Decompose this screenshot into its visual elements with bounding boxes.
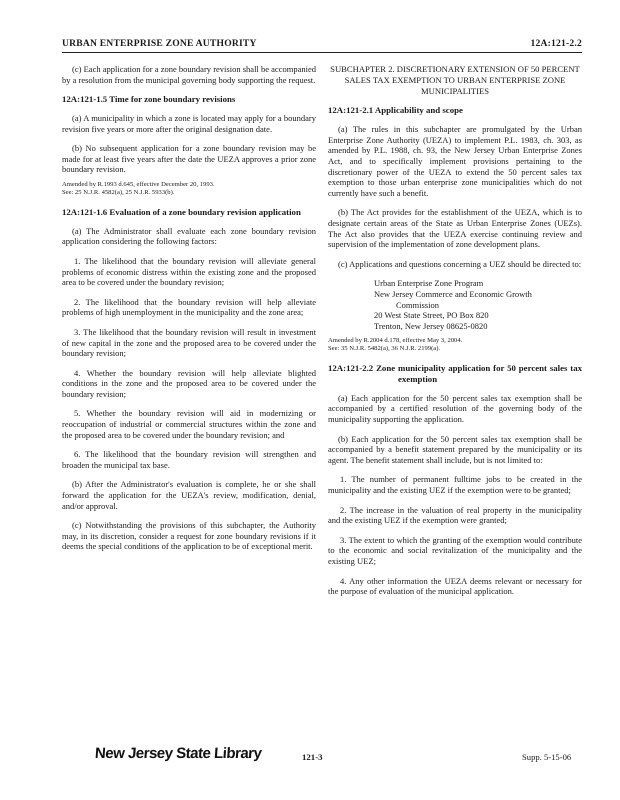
paragraph: (c) Applications and questions concerning a UEZ should be directed to: bbox=[338, 258, 582, 269]
history-note bbox=[62, 181, 316, 197]
address-line: New Jersey Commerce and Economic Growth bbox=[374, 288, 532, 299]
page-number: 121-3 bbox=[302, 752, 323, 762]
paragraph: (c) Each application for a zone boundary revision shall be accompanied by a resolution from the municipal governing body supporting the request. bbox=[62, 64, 316, 85]
paragraph: (a) Each application for the 50 percent sales tax exemption shall be accompanied by a certified resolution of the governing body of the municipality supporting the application. bbox=[328, 392, 582, 425]
list-item: 6. The likelihood that the boundary revision will strengthen and broaden the municipal tax base. bbox=[62, 449, 316, 470]
address-line: Trenton, New Jersey 08625-0820 bbox=[374, 320, 488, 331]
section-heading: 12A:121-2.1 Applicability and scope bbox=[328, 105, 463, 116]
paragraph: (a) The rules in this subchapter are promulgated by the Urban Enterprise Zone Authority (UEZA) to implement P.L. 1983, ch. 303, as amended by P.L. 1988, ch. 93, the New Jersey Urban Enterprise Zones Act, and to specifically implement provisions pertaining to the discretionary power of the UEZA to extend the 50 percent sales tax exemption to those urban enterprise zone municipalities which do not currently have such a benefit. bbox=[328, 124, 582, 198]
header-section-code: 12A:121-2.2 bbox=[530, 38, 582, 49]
section-heading: 12A:121-1.6 Evaluation of a zone boundary revision application bbox=[62, 206, 301, 217]
list-item: 1. The number of permanent fulltime jobs to be created in the municipality and the existing UEZ if the exemption were to be granted; bbox=[328, 474, 582, 496]
address-line: 20 West State Street, PO Box 820 bbox=[374, 310, 489, 321]
paragraph: (b) No subsequent application for a zone boundary revision may be made for at least five years after the date the UEZA approves a prior zone boundary revision. bbox=[62, 143, 316, 175]
list-item: 5. Whether the boundary revision will aid in modernizing or reoccupation of industrial or commercial structures within the zone and the proposed area to be covered under the boundary revision; and bbox=[62, 408, 316, 440]
left-column bbox=[62, 64, 316, 561]
paragraph: (a) A municipality in which a zone is located may apply for a boundary revision five years or more after the original designation date. bbox=[62, 112, 316, 134]
list-item: 4. Whether the boundary revision will help alleviate blighted conditions in the zone and the proposed area to be covered under the boundary revision; bbox=[62, 367, 316, 399]
list-item: 1. The likelihood that the boundary revision will alleviate general problems of economic distress within the existing zone and the proposed area to be covered under the boundary revision; bbox=[62, 255, 316, 288]
list-item: 3. The extent to which the granting of the exemption would contribute to the economic and social revitalization of the municipality and the existing UEZ; bbox=[328, 534, 582, 566]
paragraph: (b) After the Administrator's evaluation is complete, he or she shall forward the application for the UEZA's review, modification, denial, and/or approval. bbox=[62, 479, 316, 511]
header-title: URBAN ENTERPRISE ZONE AUTHORITY bbox=[62, 38, 257, 49]
list-item: 2. The increase in the valuation of real property in the municipality and the existing UEZ if the exemption were granted; bbox=[328, 504, 582, 526]
library-stamp: New Jersey State Library bbox=[94, 745, 263, 762]
note-line: Amended by R.2004 d.178, effective May 3, 2004. bbox=[328, 337, 463, 345]
running-header bbox=[62, 38, 582, 53]
section-heading: 12A:121-1.5 Time for zone boundary revisions bbox=[62, 94, 236, 105]
note-line: See: 25 N.J.R. 4582(a), 25 N.J.R. 5933(b). bbox=[62, 188, 175, 196]
section-heading: 12A:121-2.2 Zone municipality application for 50 percent sales tax exemption bbox=[328, 363, 582, 385]
list-item: 2. The likelihood that the boundary revision will help alleviate problems of high unemployment in the municipality and the zone area; bbox=[62, 296, 316, 318]
address-line: Commission bbox=[396, 299, 439, 310]
history-note bbox=[328, 337, 582, 353]
address-line: Urban Enterprise Zone Program bbox=[374, 278, 484, 289]
paragraph: (b) Each application for the 50 percent sales tax exemption shall be accompanied by a benefit statement prepared by the municipality or its agent. The benefit statement shall include, but is not limited to: bbox=[328, 433, 582, 465]
paragraph: (a) The Administrator shall evaluate each zone boundary revision application considering the following factors: bbox=[62, 225, 316, 247]
right-column bbox=[328, 64, 582, 606]
supplement-date: Supp. 5-15-06 bbox=[522, 752, 572, 762]
list-item: 4. Any other information the UEZA deems relevant or necessary for the purpose of evaluation of the municipal application. bbox=[328, 575, 582, 597]
list-item: 3. The likelihood that the boundary revision will result in investment of new capital in the zone and the proposed area to be covered under the boundary revision; bbox=[62, 326, 316, 359]
note-line: See: 35 N.J.R. 5482(a), 36 N.J.R. 2199(a). bbox=[328, 345, 441, 353]
mailing-address bbox=[374, 278, 582, 331]
paragraph: (b) The Act provides for the establishment of the UEZA, which is to designate certain areas of the State as Urban Enterprise Zones (UEZs). The Act also provides that the UEZA exercise continuing review and supervision of the implementation of zone development plans. bbox=[328, 207, 582, 250]
subchapter-title: SUBCHAPTER 2. DISCRETIONARY EXTENSION OF 50 PERCENT SALES TAX EXEMPTION TO URBAN ENTERPRISE ZONE MUNICIPALITIES bbox=[330, 64, 580, 96]
paragraph: (c) Notwithstanding the provisions of this subchapter, the Authority may, in its discretion, consider a request for zone boundary revisions if it deems the special conditions of the application to be of exceptional merit. bbox=[62, 520, 316, 552]
note-line: Amended by R.1993 d.645, effective December 20, 1993. bbox=[62, 180, 215, 188]
